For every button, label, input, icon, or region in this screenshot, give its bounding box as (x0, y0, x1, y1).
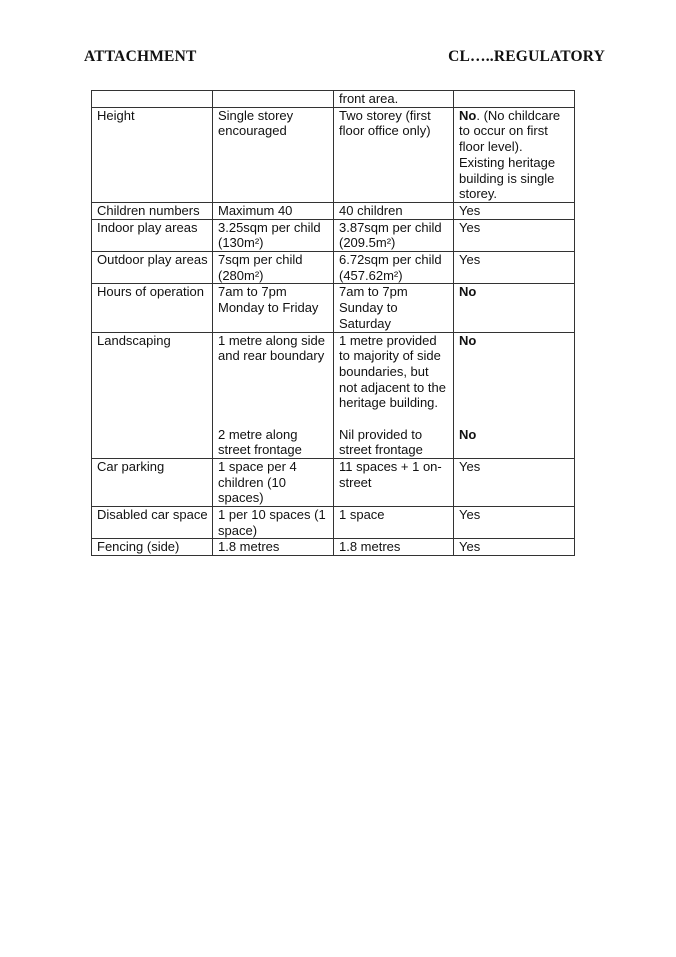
table-row-indoor-play (92, 219, 575, 251)
cell-criterion: Disabled car space (92, 507, 213, 539)
section-reference-heading: CL…..REGULATORY (448, 48, 605, 65)
cell-requirement: 1.8 metres (213, 539, 334, 556)
cell-provided: 6.72sqm per child (457.62m²) (334, 252, 454, 284)
cell-criterion: Height (92, 107, 213, 202)
cell-criterion: Outdoor play areas (92, 252, 213, 284)
table-row-outdoor-play (92, 252, 575, 284)
cell-provided: 11 spaces + 1 on-street (334, 458, 454, 506)
cell-provided (334, 332, 454, 458)
cell-provided: 40 children (334, 202, 454, 219)
cell-provided: 7am to 7pm Sunday to Saturday (334, 284, 454, 332)
cell-compliance: Yes (454, 252, 575, 284)
requirement-street: 2 metre along street frontage (218, 426, 302, 458)
compliance-side-rear: No (459, 332, 477, 348)
table-row-disabled-car-space (92, 507, 575, 539)
cell-requirement: 1 per 10 spaces (1 space) (213, 507, 334, 539)
cell-provided: 3.87sqm per child (209.5m²) (334, 219, 454, 251)
cell-requirement (213, 332, 334, 458)
cell-compliance: Yes (454, 219, 575, 251)
cell-requirement: 7sqm per child (280m²) (213, 252, 334, 284)
table-row-landscaping (92, 332, 575, 458)
cell-compliance (454, 91, 575, 108)
cell-requirement: 1 space per 4 children (10 spaces) (213, 458, 334, 506)
planning-compliance-table (91, 90, 575, 556)
cell-compliance (454, 107, 575, 202)
cell-criterion: Hours of operation (92, 284, 213, 332)
requirement-side-rear: 1 metre along side and rear boundary (218, 332, 325, 364)
cell-requirement: 7am to 7pm Monday to Friday (213, 284, 334, 332)
cell-requirement: Single storey encouraged (213, 107, 334, 202)
cell-criterion: Landscaping (92, 332, 213, 458)
cell-criterion: Indoor play areas (92, 219, 213, 251)
cell-provided: Two storey (first floor office only) (334, 107, 454, 202)
compliance-verdict: No (459, 107, 477, 123)
cell-provided: 1.8 metres (334, 539, 454, 556)
cell-compliance (454, 332, 575, 458)
cell-compliance: Yes (454, 507, 575, 539)
cell-criterion (92, 91, 213, 108)
table-row-fencing (92, 539, 575, 556)
cell-compliance: Yes (454, 539, 575, 556)
cell-provided: 1 space (334, 507, 454, 539)
cell-provided: front area. (334, 91, 454, 108)
cell-criterion: Car parking (92, 458, 213, 506)
cell-compliance: Yes (454, 458, 575, 506)
attachment-heading: ATTACHMENT (84, 48, 197, 65)
cell-criterion: Fencing (side) (92, 539, 213, 556)
compliance-street: No (459, 426, 477, 442)
table-row-continuation (92, 91, 575, 108)
cell-requirement: 3.25sqm per child (130m²) (213, 219, 334, 251)
table-row-children-numbers (92, 202, 575, 219)
cell-compliance: No (454, 284, 575, 332)
provided-side-rear: 1 metre provided to majority of side boundaries, but not adjacent to the heritage building. (339, 332, 446, 411)
table-row-hours (92, 284, 575, 332)
cell-requirement (213, 91, 334, 108)
table-row-height (92, 107, 575, 202)
table-row-car-parking (92, 458, 575, 506)
cell-requirement: Maximum 40 (213, 202, 334, 219)
cell-compliance: Yes (454, 202, 575, 219)
cell-criterion: Children numbers (92, 202, 213, 219)
compliance-note: . (No childcare to occur on first floor level). Existing heritage building is single storey. (459, 107, 561, 202)
provided-street: Nil provided to street frontage (339, 426, 423, 458)
